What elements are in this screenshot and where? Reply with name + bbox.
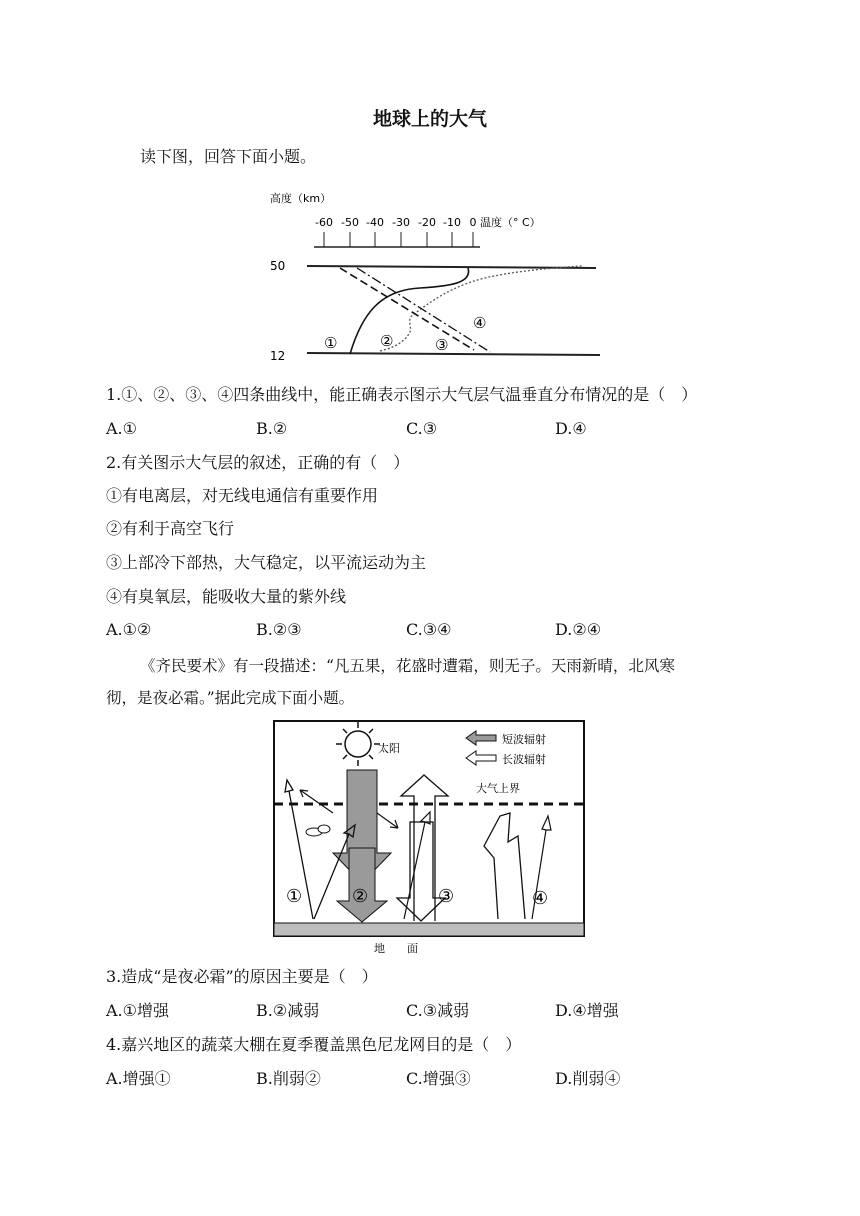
q4-option-a: A.增强① — [106, 1069, 171, 1088]
q1-option-a: A.① — [106, 419, 137, 438]
question-3: 3.造成“是夜必霜”的原因主要是（ ） — [106, 967, 378, 986]
height-top-label: 50 — [270, 259, 286, 273]
q2-option-c: C.③④ — [406, 620, 452, 639]
q2-statement-1: ①有电离层，对无线电通信有重要作用 — [106, 486, 379, 505]
q2-option-d: D.②④ — [555, 620, 602, 639]
curve-2 — [380, 266, 582, 351]
temp-tick: -10 — [443, 216, 461, 229]
curve-label: ④ — [473, 314, 487, 332]
height-axis-label: 高度（km） — [270, 192, 332, 205]
q2-option-b: B.②③ — [256, 620, 302, 639]
temp-tick: -40 — [366, 216, 384, 229]
intro-text-2-line-2: 彻，是夜必霜。”据此完成下面小题。 — [106, 689, 355, 707]
ground-strip — [274, 923, 584, 936]
temp-tick: -50 — [341, 216, 359, 229]
q3-option-a: A.①增强 — [106, 1001, 169, 1020]
question-1: 1.①、②、③、④四条曲线中，能正确表示图示大气层气温垂直分布情况的是（ ） — [106, 385, 698, 404]
question-2: 2.有关图示大气层的叙述，正确的有（ ） — [106, 453, 410, 472]
curve-label: ③ — [435, 336, 449, 354]
arrow-label: ① — [286, 886, 303, 907]
curve-label: ① — [324, 334, 338, 352]
curve-3 — [340, 268, 474, 350]
q4-option-c: C.增强③ — [406, 1069, 471, 1088]
q1-option-d: D.④ — [555, 419, 587, 438]
curve-4 — [357, 268, 490, 352]
q3-option-d: D.④增强 — [555, 1001, 619, 1020]
height-bottom-label: 12 — [270, 349, 286, 363]
q2-statement-2: ②有利于高空飞行 — [106, 519, 235, 538]
atmosphere-top-label: 大气上界 — [476, 782, 520, 795]
temp-tick: -60 — [315, 216, 333, 229]
arrow-label: ③ — [438, 886, 455, 907]
temp-tick: 0 — [469, 216, 477, 229]
long-wave-legend-label: 长波辐射 — [502, 753, 546, 766]
q2-statement-4: ④有臭氧层，能吸收大量的紫外线 — [106, 587, 347, 606]
ground-label: 地 面 — [374, 942, 418, 955]
q4-option-d: D.削弱④ — [555, 1069, 621, 1088]
intro-text-2-line-1: 《齐民要术》有一段描述：“凡五果，花盛时遭霜，则无子。天雨新晴，北风寒 — [140, 657, 675, 675]
arrow-label: ② — [352, 886, 369, 907]
temp-tick: -20 — [418, 216, 436, 229]
temp-tick: -30 — [392, 216, 410, 229]
curve-1 — [350, 268, 469, 354]
q4-option-b: B.削弱② — [256, 1069, 321, 1088]
question-4: 4.嘉兴地区的蔬菜大棚在夏季覆盖黑色尼龙网目的是（ ） — [106, 1035, 522, 1054]
q1-option-b: B.② — [256, 419, 288, 438]
q3-option-b: B.②减弱 — [256, 1001, 320, 1020]
page-title: 地球上的大气 — [372, 108, 487, 130]
arrow-label: ④ — [532, 888, 549, 909]
temperature-axis-ticks — [324, 232, 473, 247]
short-wave-legend-label: 短波辐射 — [502, 733, 546, 746]
intro-text-1: 读下图，回答下面小题。 — [140, 147, 317, 166]
radiation-figure — [270, 718, 590, 958]
temperature-profile-figure — [262, 186, 602, 366]
q3-option-c: C.③减弱 — [406, 1001, 470, 1020]
curve-label: ② — [380, 332, 394, 350]
sun-label: 太阳 — [378, 742, 400, 755]
q2-option-a: A.①② — [106, 620, 152, 639]
q1-option-c: C.③ — [406, 419, 438, 438]
temperature-ticks — [315, 216, 476, 229]
temperature-axis-label: 温度（° C） — [480, 216, 541, 229]
q2-statement-3: ③上部冷下部热，大气稳定，以平流运动为主 — [106, 553, 427, 572]
